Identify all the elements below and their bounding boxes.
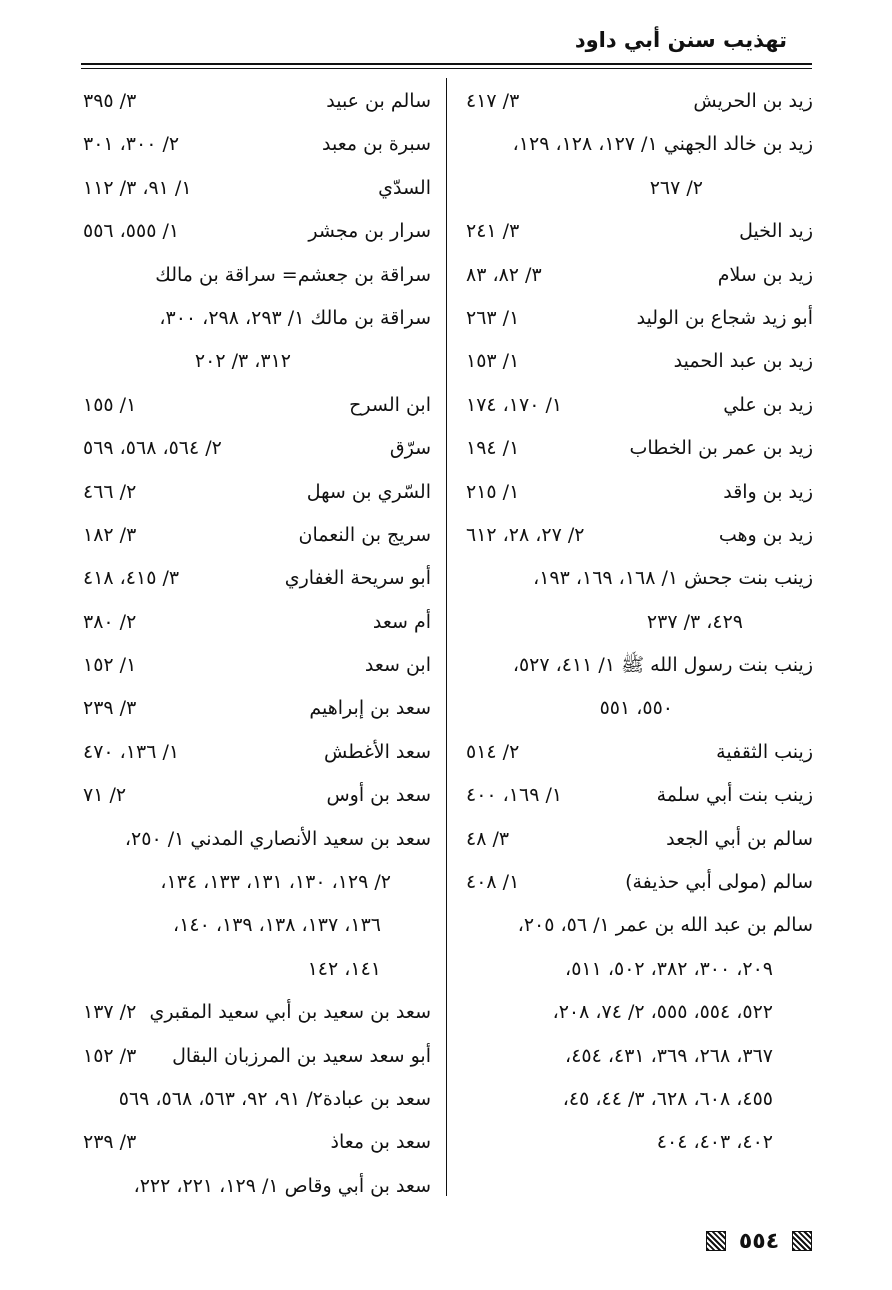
ornament-icon xyxy=(706,1231,726,1251)
index-entry xyxy=(81,644,431,687)
entry-text: ٢٠٩، ٣٠٠، ٣٨٢، ٥٠٢، ٥١١، xyxy=(565,957,773,980)
index-line xyxy=(462,948,813,991)
index-line xyxy=(462,1078,813,1121)
entry-name: زيد بن عمر بن الخطاب xyxy=(629,437,813,460)
entry-text: سراقة بن مالك ١/ ٢٩٣، ٢٩٨، ٣٠٠، xyxy=(159,306,431,329)
entry-refs: ١/ ١٦٩، ٤٠٠ xyxy=(466,784,563,807)
entry-refs: ٣/ ٨٢، ٨٣ xyxy=(466,263,542,286)
index-column-right xyxy=(462,80,813,1165)
entry-refs: ٣/ ٢٣٩ xyxy=(83,697,137,720)
entry-name: زيد بن وهب xyxy=(718,523,813,546)
entry-refs: ٣/ ٢٣٩ xyxy=(83,1131,137,1154)
entry-name: زيد بن علي xyxy=(723,393,813,416)
ornament-icon xyxy=(792,1231,812,1251)
index-entry xyxy=(81,471,431,514)
entry-text: ٢/ ١٢٩، ١٣٠، ١٣١، ١٣٣، ١٣٤، xyxy=(160,871,391,894)
entry-name: أبو سريحة الغفاري xyxy=(284,567,431,590)
entry-text: ١٣٦، ١٣٧، ١٣٨، ١٣٩، ١٤٠، xyxy=(173,914,381,937)
entry-text: ٥٥٠، ٥٥١ xyxy=(599,697,673,720)
index-line xyxy=(462,601,813,644)
entry-refs: ١/ ٩١، ٣/ ١١٢ xyxy=(83,176,192,199)
index-line xyxy=(81,340,431,383)
entry-name: سبرة بن معبد xyxy=(322,133,431,156)
entry-refs: ١/ ١٣٦، ٤٧٠ xyxy=(83,740,180,763)
entry-refs: ٣/ ٢٤١ xyxy=(466,220,520,243)
entry-refs: ٣/ ٤١٧ xyxy=(466,90,520,112)
entry-name: ابن السرح xyxy=(349,393,431,416)
index-line xyxy=(81,1165,431,1208)
entry-refs: ١/ ١٥٢ xyxy=(83,654,137,677)
index-entry xyxy=(462,427,813,470)
index-entry xyxy=(81,384,431,427)
entry-refs: ١/ ١٥٣ xyxy=(466,350,520,373)
entry-text: ١٤١، ١٤٢ xyxy=(307,957,381,980)
entry-refs: ٢/ ٥١٤ xyxy=(466,740,520,763)
entry-refs: ٢/ ٤٦٦ xyxy=(83,480,137,503)
index-entry xyxy=(81,601,431,644)
entry-refs: ١/ ٢١٥ xyxy=(466,480,520,503)
entry-text: زينب بنت رسول الله ﷺ ١/ ٤١١، ٥٢٧، xyxy=(512,654,813,677)
index-column-left xyxy=(81,80,431,1208)
entry-refs: ٣/ ٤١٥، ٤١٨ xyxy=(83,567,180,590)
entry-text: سعد بن عبادة٢/ ٩١، ٩٢، ٥٦٣، ٥٦٨، ٥٦٩ xyxy=(118,1087,431,1110)
entry-name: زينب بنت أبي سلمة xyxy=(656,784,813,807)
entry-name: سعد بن سعيد بن أبي سعيد المقبري xyxy=(149,1001,431,1024)
index-line xyxy=(462,167,813,210)
entry-refs: ٢/ ٣٨٠ xyxy=(83,610,137,633)
entry-refs: ٢/ ١٣٧ xyxy=(83,1001,137,1024)
index-entry xyxy=(462,210,813,253)
index-entry xyxy=(81,80,431,123)
column-divider xyxy=(446,78,447,1196)
entry-name: زيد الخيل xyxy=(739,220,813,243)
index-entry xyxy=(81,687,431,730)
index-line xyxy=(462,644,813,687)
entry-text: سعد بن أبي وقاص ١/ ١٢٩، ٢٢١، ٢٢٢، xyxy=(133,1174,431,1197)
entry-name: سالم بن أبي الجعد xyxy=(666,827,813,850)
entry-refs: ٢/ ٥٦٤، ٥٦٨، ٥٦٩ xyxy=(83,437,222,460)
book-title: تهذيب سنن أبي داود xyxy=(574,28,787,52)
entry-name: سالم (مولى أبي حذيفة) xyxy=(625,871,813,894)
index-line xyxy=(462,904,813,947)
entry-name: زينب الثقفية xyxy=(716,740,813,763)
entry-refs: ٣/ ١٥٢ xyxy=(83,1044,137,1067)
entry-text: زينب بنت جحش ١/ ١٦٨، ١٦٩، ١٩٣، xyxy=(533,567,813,590)
entry-text: ٢/ ٢٦٧ xyxy=(649,176,703,199)
entry-text: سعد بن سعيد الأنصاري المدني ١/ ٢٥٠، xyxy=(124,827,431,850)
index-entry xyxy=(462,861,813,904)
index-entry xyxy=(81,123,431,166)
entry-name: السّري بن سهل xyxy=(306,480,431,503)
entry-name: أبو زيد شجاع بن الوليد xyxy=(636,306,813,329)
entry-name: سعد الأغطش xyxy=(324,740,431,763)
index-entry xyxy=(81,210,431,253)
index-entry xyxy=(462,731,813,774)
entry-name: سالم بن عبيد xyxy=(326,90,431,112)
index-line xyxy=(462,557,813,600)
entry-text: ٤٠٢، ٤٠٣، ٤٠٤ xyxy=(656,1131,773,1154)
entry-text: ٣٦٧، ٢٦٨، ٣٦٩، ٤٣١، ٤٥٤، xyxy=(565,1044,773,1067)
index-entry xyxy=(81,514,431,557)
index-line xyxy=(462,1121,813,1164)
entry-refs: ٣/ ٣٩٥ xyxy=(83,90,137,112)
entry-refs: ١/ ٥٥٥، ٥٥٦ xyxy=(83,220,180,243)
entry-text: ٣١٢، ٣/ ٢٠٢ xyxy=(194,350,291,373)
entry-name: سريج بن النعمان xyxy=(298,523,431,546)
entry-name: سعد بن أوس xyxy=(326,784,431,807)
index-entry xyxy=(462,818,813,861)
entry-name: سرّق xyxy=(389,437,431,460)
entry-refs: ٢/ ٢٧، ٢٨، ٦١٢ xyxy=(466,523,585,546)
entry-refs: ١/ ١٩٤ xyxy=(466,437,520,460)
index-line xyxy=(462,1035,813,1078)
entry-name: سرار بن مجشر xyxy=(308,220,431,243)
index-entry xyxy=(81,991,431,1034)
index-entry xyxy=(462,297,813,340)
index-entry xyxy=(462,471,813,514)
entry-name: زيد بن سلام xyxy=(717,263,813,286)
entry-refs: ٣/ ٤٨ xyxy=(466,827,510,850)
index-entry xyxy=(81,427,431,470)
index-entry xyxy=(81,167,431,210)
entry-name: سعد بن إبراهيم xyxy=(309,697,431,720)
entry-refs: ٢/ ٧١ xyxy=(83,784,127,807)
entry-text: سالم بن عبد الله بن عمر ١/ ٥٦، ٢٠٥، xyxy=(517,914,813,937)
entry-refs: ١/ ٢٦٣ xyxy=(466,306,520,329)
entry-text: سراقة بن جعشم= سراقة بن مالك xyxy=(155,263,431,286)
index-entry xyxy=(81,557,431,600)
index-line xyxy=(81,297,431,340)
index-line xyxy=(462,687,813,730)
entry-name: أم سعد xyxy=(372,610,431,633)
index-line xyxy=(81,818,431,861)
entry-name: ابن سعد xyxy=(364,654,431,677)
index-entry xyxy=(462,384,813,427)
index-line xyxy=(81,254,431,297)
entry-refs: ١/ ١٥٥ xyxy=(83,393,137,416)
entry-name: زيد بن الحريش xyxy=(693,90,813,112)
index-line xyxy=(462,991,813,1034)
entry-refs: ١/ ١٧٠، ١٧٤ xyxy=(466,393,563,416)
index-entry xyxy=(462,254,813,297)
index-line xyxy=(462,123,813,166)
index-entry xyxy=(462,340,813,383)
entry-name: زيد بن واقد xyxy=(723,480,813,503)
entry-name: السدّي xyxy=(378,176,431,199)
index-entry xyxy=(81,731,431,774)
page-number: ٥٥٤ xyxy=(738,1228,780,1254)
index-entry xyxy=(81,774,431,817)
entry-text: زيد بن خالد الجهني ١/ ١٢٧، ١٢٨، ١٢٩، xyxy=(512,133,813,156)
entry-refs: ١/ ٤٠٨ xyxy=(466,871,520,894)
index-line xyxy=(81,948,431,991)
entry-name: أبو سعد سعيد بن المرزبان البقال xyxy=(172,1044,431,1067)
entry-text: ٤٥٥، ٦٠٨، ٦٢٨، ٣/ ٤٤، ٤٥، xyxy=(562,1087,773,1110)
index-line xyxy=(81,1078,431,1121)
page-footer xyxy=(706,1228,812,1254)
entry-refs: ٣/ ١٨٢ xyxy=(83,523,137,546)
index-line xyxy=(81,904,431,947)
index-entry xyxy=(462,80,813,123)
index-entry xyxy=(462,774,813,817)
header-rule-thin xyxy=(81,68,812,69)
index-entry xyxy=(81,1121,431,1164)
entry-name: سعد بن معاذ xyxy=(330,1131,431,1154)
header-rule xyxy=(81,63,812,65)
entry-refs: ٢/ ٣٠٠، ٣٠١ xyxy=(83,133,180,156)
index-line xyxy=(81,861,431,904)
index-entry xyxy=(462,514,813,557)
entry-text: ٥٢٢، ٥٥٤، ٥٥٥، ٢/ ٧٤، ٢٠٨، xyxy=(552,1001,773,1024)
entry-text: ٤٢٩، ٣/ ٢٣٧ xyxy=(646,610,743,633)
entry-name: زيد بن عبد الحميد xyxy=(673,350,813,373)
index-entry xyxy=(81,1035,431,1078)
